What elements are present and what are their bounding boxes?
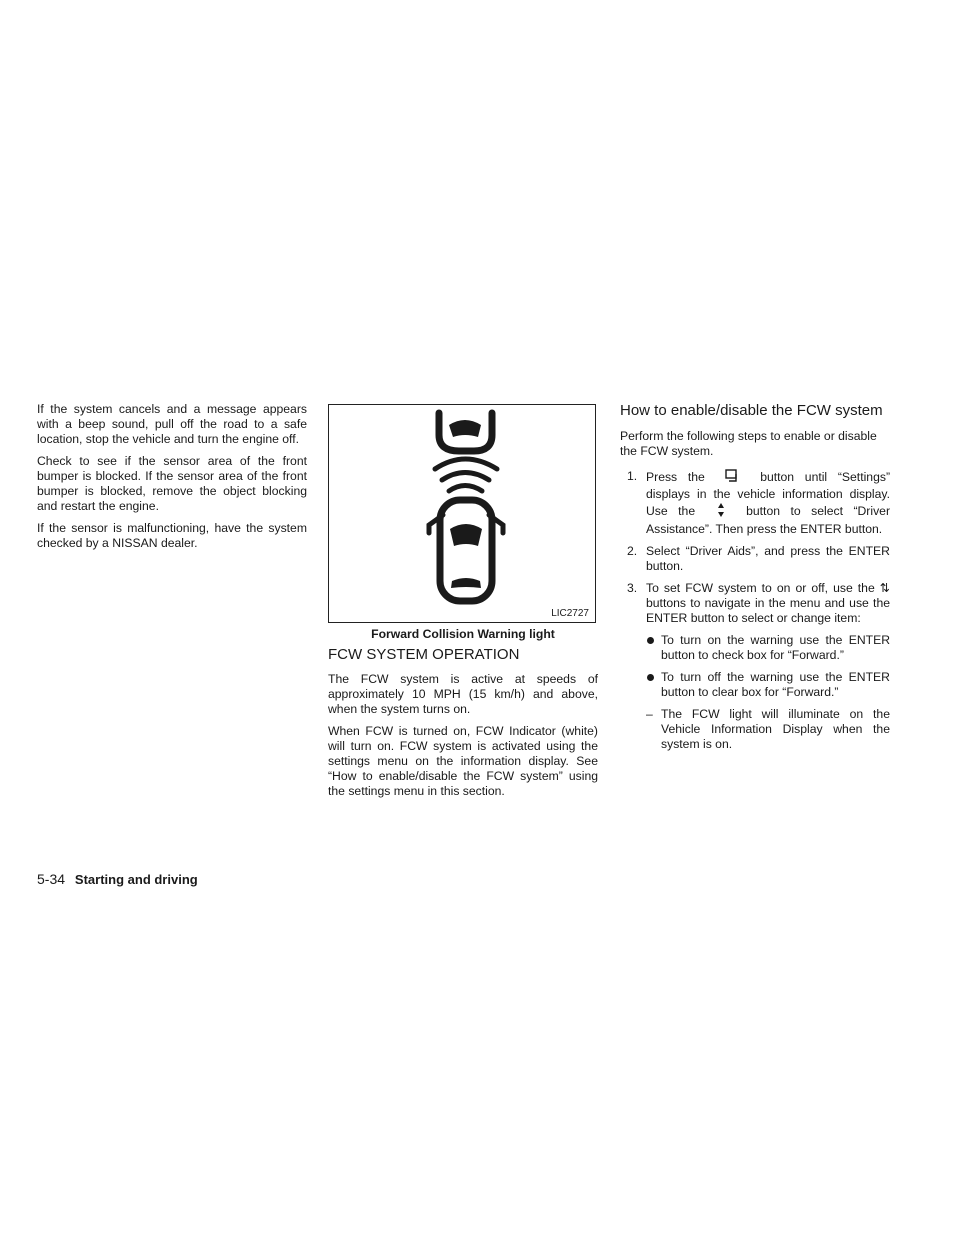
- right-column: [620, 402, 890, 759]
- step-number: 3.: [627, 581, 638, 595]
- menu-back-icon: [716, 469, 750, 487]
- step-2: [620, 544, 890, 574]
- fcw-operation-paragraph-1: The FCW system is active at speeds of approximately 10 MPH (15 km/h) and above, when the system turns on.: [328, 672, 598, 716]
- dash-note-text: The FCW light will illuminate on the Vehicle Information Display when the system is on.: [661, 707, 890, 751]
- fcw-operation-paragraph-2: When FCW is turned on, FCW Indicator (white) will turn on. FCW system is activated using the settings menu on the information display. See “How to enable/disable the FCW system” using the settings menu in this section.: [328, 724, 598, 798]
- figure-caption: Forward Collision Warning light: [371, 627, 555, 641]
- page-footer: [37, 871, 198, 888]
- bullet-list: [646, 633, 890, 700]
- middle-column: [328, 404, 598, 806]
- step-1: [620, 469, 890, 537]
- fcw-warning-car-icon: [329, 405, 597, 624]
- paragraph-cancel-message: If the system cancels and a message appears with a beep sound, pull off the road to a safe location, stop the vehicle and turn the engine off.: [37, 402, 307, 446]
- paragraph-sensor-malfunction: If the sensor is malfunctioning, have the system checked by a NISSAN dealer.: [37, 521, 307, 550]
- step-1-text-a: Press the: [646, 470, 705, 485]
- fcw-light-figure: [328, 404, 596, 623]
- page-number: 5-34: [37, 871, 66, 887]
- step-1-text-b: button until “Settings” displays in the vehicle information display. Use the: [646, 470, 890, 519]
- figure-id: LIC2727: [551, 608, 589, 619]
- step-number: 1.: [627, 469, 638, 483]
- paragraph-sensor-check: Check to see if the sensor area of the front bumper is blocked. If the sensor area of the front bumper is blocked, remove the object blocking and restart the engine.: [37, 454, 307, 513]
- bullet-item: [646, 633, 890, 663]
- step-2-text: Select “Driver Aids”, and press the ENTER button.: [646, 544, 890, 573]
- step-1-text-c: button to select “Driver Assistance”. Then press the ENTER button.: [646, 504, 891, 536]
- enable-disable-heading: How to enable/disable the FCW system: [620, 402, 883, 419]
- dash-mark: –: [646, 707, 653, 721]
- bullet-item: [646, 670, 890, 700]
- bullet-dot-icon: [647, 637, 654, 644]
- enable-intro: Perform the following steps to enable or disable the FCW system.: [620, 429, 877, 458]
- fcw-operation-heading: FCW SYSTEM OPERATION: [328, 646, 520, 663]
- steps-list: [620, 469, 890, 752]
- dash-note: [646, 707, 890, 752]
- bullet-dot-icon: [647, 674, 654, 681]
- up-down-arrows-icon: [706, 502, 736, 522]
- step-3-text: To set FCW system to on or off, use the ⇅ buttons to navigate in the menu and use the ENTER button to select or change item:: [646, 581, 890, 625]
- left-column: [37, 402, 307, 558]
- bullet-text: To turn on the warning use the ENTER button to check box for “Forward.”: [661, 633, 890, 662]
- chapter-title: Starting and driving: [74, 872, 198, 887]
- step-number: 2.: [627, 544, 638, 558]
- bullet-text: To turn off the warning use the ENTER button to clear box for “Forward.”: [661, 670, 890, 699]
- step-3: [620, 581, 890, 752]
